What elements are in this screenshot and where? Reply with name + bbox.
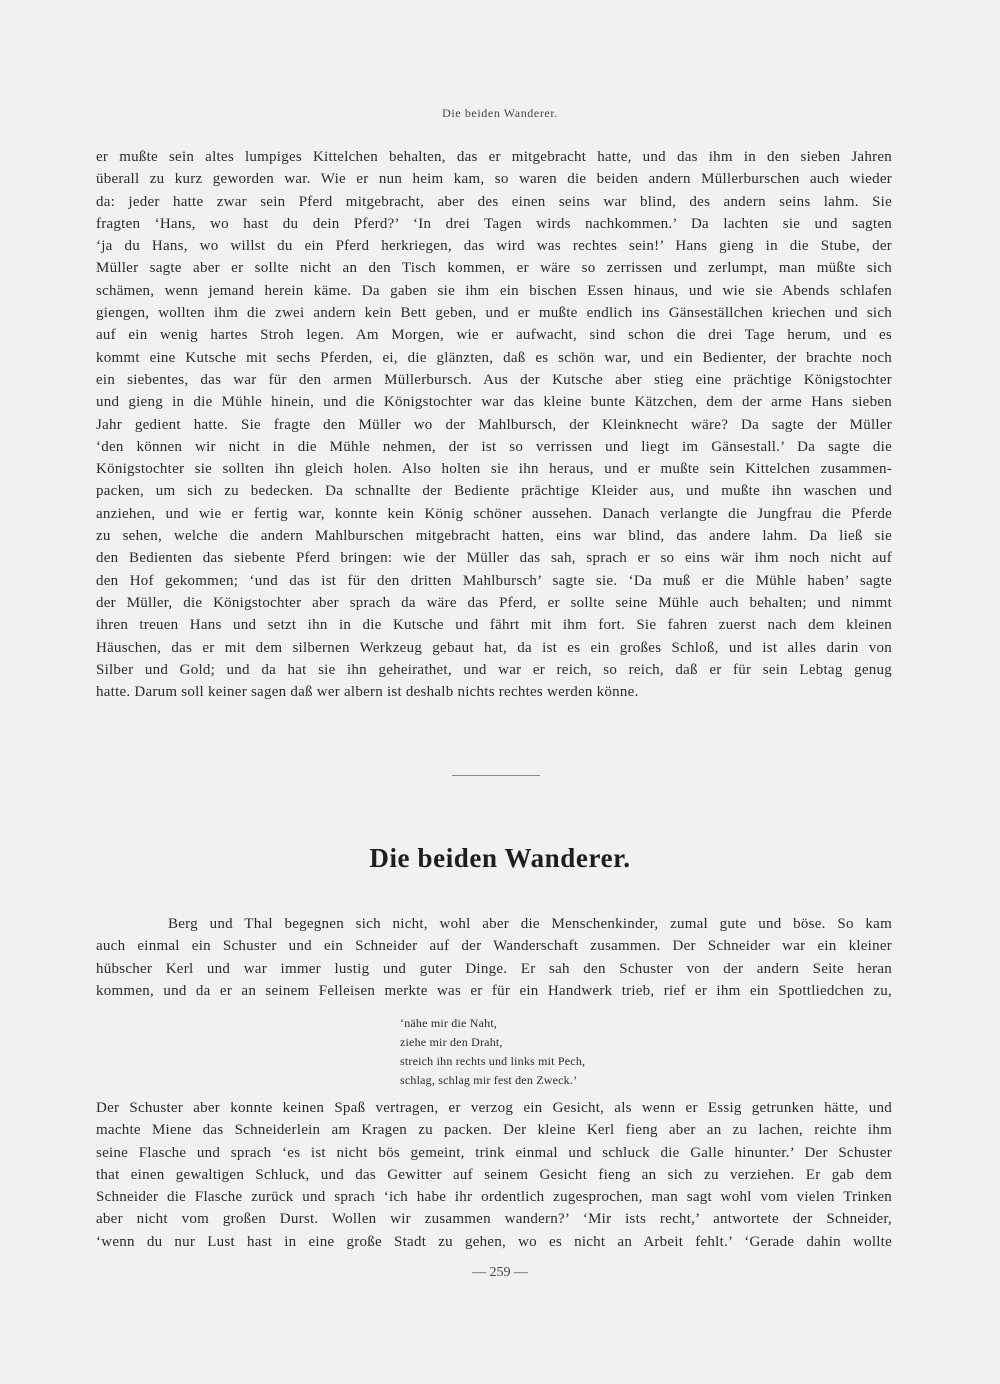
text-line: Häuschen, das er mit dem silbernen Werkzeug gebaut hat, da ist es ein großes Schloß, und ist alles darin von xyxy=(96,639,892,656)
page-number: — 259 — xyxy=(472,1265,528,1280)
text-line: anziehen, und wie er fertig war, konnte kein König schöner aussehen. Danach verlangte die Jungfrau die Pferde xyxy=(96,505,892,522)
text-line: ‘ja du Hans, wo willst du ein Pferd herkriegen, das wird was rechtes sein!’ Hans gieng in die Stube, der xyxy=(96,238,892,255)
text-line: seine Flasche und sprach ‘es ist nicht bös gemeint, trink einmal und schluck die Galle hinunter.’ Der Schuster xyxy=(96,1144,892,1161)
text-line: ‘wenn du nur Lust hast in eine große Stadt zu gehen, wo es nicht an Arbeit fehlt.’ ‘Gerade dahin wollte xyxy=(96,1233,892,1250)
verse-block xyxy=(400,1014,585,1090)
text-line: Berg und Thal begegnen sich nicht, wohl aber die Menschenkinder, zumal gute und böse. So kam xyxy=(168,916,892,932)
running-head: Die beiden Wanderer. xyxy=(442,106,558,120)
text-line: und gieng in die Mühle hinein, und die Königstochter war das kleine bunte Kätzchen, dem der arme Hans sieben xyxy=(96,394,892,411)
text-line: Jahr gedient hatte. Sie fragte den Müller wo der Mahlbursch, der Kleinknecht wäre? Da sagte der Müller xyxy=(96,416,892,433)
text-line: den Hof gekommen; ‘und das ist für den dritten Mahlbursch’ sagte sie. ‘Da muß er die Mühle haben’ sagte xyxy=(96,572,892,589)
text-line: Königstochter sie sollten ihn gleich holen. Also holten sie ihn heraus, und er mußte sein Kittelchen zusammen- xyxy=(96,461,892,478)
text-line: giengen, wollten ihm die zwei andern kein Bett geben, und er mußte endlich ins Gänseställchen kriechen und sich xyxy=(96,305,892,322)
verse-line: streich ihn rechts und links mit Pech, xyxy=(400,1054,586,1068)
text-line: machte Miene das Schneiderlein am Kragen zu packen. Der kleine Kerl fieng aber an zu lachen, reichte ihm xyxy=(96,1122,892,1139)
story-title: Die beiden Wanderer. xyxy=(369,843,631,873)
text-line: überall zu kurz geworden war. Wie er nun heim kam, so waren die beiden andern Müllerburschen auch wieder xyxy=(96,171,892,188)
text-line: schämen, wenn jemand herein käme. Da gaben sie ihm ein bischen Essen hinaus, und wie sie Abends schlafen xyxy=(96,282,892,299)
text-line: Silber und Gold; und da hat sie ihn geheirathet, und war er reich, so reich, daß er für sein Lebtag genug xyxy=(96,661,892,678)
text-line: fragten ‘Hans, wo hast du dein Pferd?’ ‘In drei Tagen wirds nachkommen.’ Da lachten sie und sagten xyxy=(96,215,892,232)
text-line: auch einmal ein Schuster und ein Schneider auf der Wanderschaft zusammen. Der Schneider war ein kleiner xyxy=(96,938,892,955)
text-line: hübscher Kerl und war immer lustig und guter Dinge. Er sah den Schuster von der andern Seite heran xyxy=(96,960,892,977)
text-line: aber nicht vom großen Durst. Wollen wir zusammen wandern?’ ‘Mir ists recht,’ antwortete der Schneider, xyxy=(96,1211,892,1228)
text-line: Schneider die Flasche zurück und sprach ‘ich habe ihr ordentlich zugesprochen, man sagt wohl vom vielen Trinken xyxy=(96,1189,892,1206)
text-line: zu sehen, welche die andern Mahlburschen mitgebracht hatten, eins war blind, das andere lahm. Da ließ sie xyxy=(96,528,892,545)
text-line: ein siebentes, das war für den armen Müllerbursch. Aus der Kutsche aber stieg eine prächtige Königstochter xyxy=(96,371,892,388)
text-line: ihren treuen Hans und setzt ihn in die Kutsche und fährt mit ihm fort. Sie fahren zuerst nach dem kleinen xyxy=(96,617,892,634)
text-line: kommen, und da er an seinem Felleisen merkte was er für ein Handwerk trieb, rief er ihm ein Spottliedchen zu, xyxy=(96,982,892,999)
text-line: den Bedienten das siebente Pferd bringen: wie der Müller das sah, sprach er so eins wär ihm noch nicht auf xyxy=(96,550,892,567)
text-line: da: jeder hatte zwar sein Pferd mitgebracht, aber des einen seins war blind, des andern seins lahm. Sie xyxy=(96,193,892,210)
text-line: er mußte sein altes lumpiges Kittelchen behalten, das er mitgebracht hatte, und das ihm in den sieben Jahren xyxy=(96,149,892,165)
section-divider xyxy=(452,775,540,776)
text-line: der Müller, die Königstochter aber sprach da wäre das Pferd, er sollte seine Mühle auch behalten; und nimmt xyxy=(96,594,892,611)
text-line: Der Schuster aber konnte keinen Spaß vertragen, er verzog ein Gesicht, als wenn er Essig getrunken hätte, und xyxy=(96,1100,892,1116)
verse-line: schlag, schlag mir fest den Zweck.’ xyxy=(400,1073,578,1087)
text-line: auf ein wenig hartes Stroh legen. Am Morgen, wie er aufwacht, sind schon die drei Tage herum, und es xyxy=(96,327,892,344)
verse-line: ziehe mir den Draht, xyxy=(400,1035,503,1049)
text-line: that einen gewaltigen Schluck, und das Gewitter auf seinem Gesicht fieng an sich zu verziehen. Er gab dem xyxy=(96,1166,892,1183)
text-line: kommt eine Kutsche mit sechs Pferden, ei, die glänzten, daß es schön war, und ein Bedienter, der brachte noch xyxy=(96,349,892,366)
text-line: packen, um sich zu bedecken. Da schnallte der Bediente prächtige Kleider aus, und mußte ihn waschen und xyxy=(96,483,892,500)
continuation-paragraph xyxy=(96,1097,892,1253)
text-line: Müller sagte aber er sollte nicht an den Tisch kommen, er wäre so zerrissen und zerlumpt, man müßte sich xyxy=(96,260,892,277)
previous-story-text xyxy=(96,146,892,703)
text-line: hatte. Darum soll keiner sagen daß wer albern ist deshalb nichts rechtes werden könne. xyxy=(96,684,639,701)
verse-line: ‘nähe mir die Naht, xyxy=(400,1016,498,1030)
intro-paragraph xyxy=(96,913,892,1002)
text-line: ‘den können wir nicht in die Mühle nehmen, der ist so verrissen und liegt im Gänsestall.’ Da sagte die xyxy=(96,438,892,455)
